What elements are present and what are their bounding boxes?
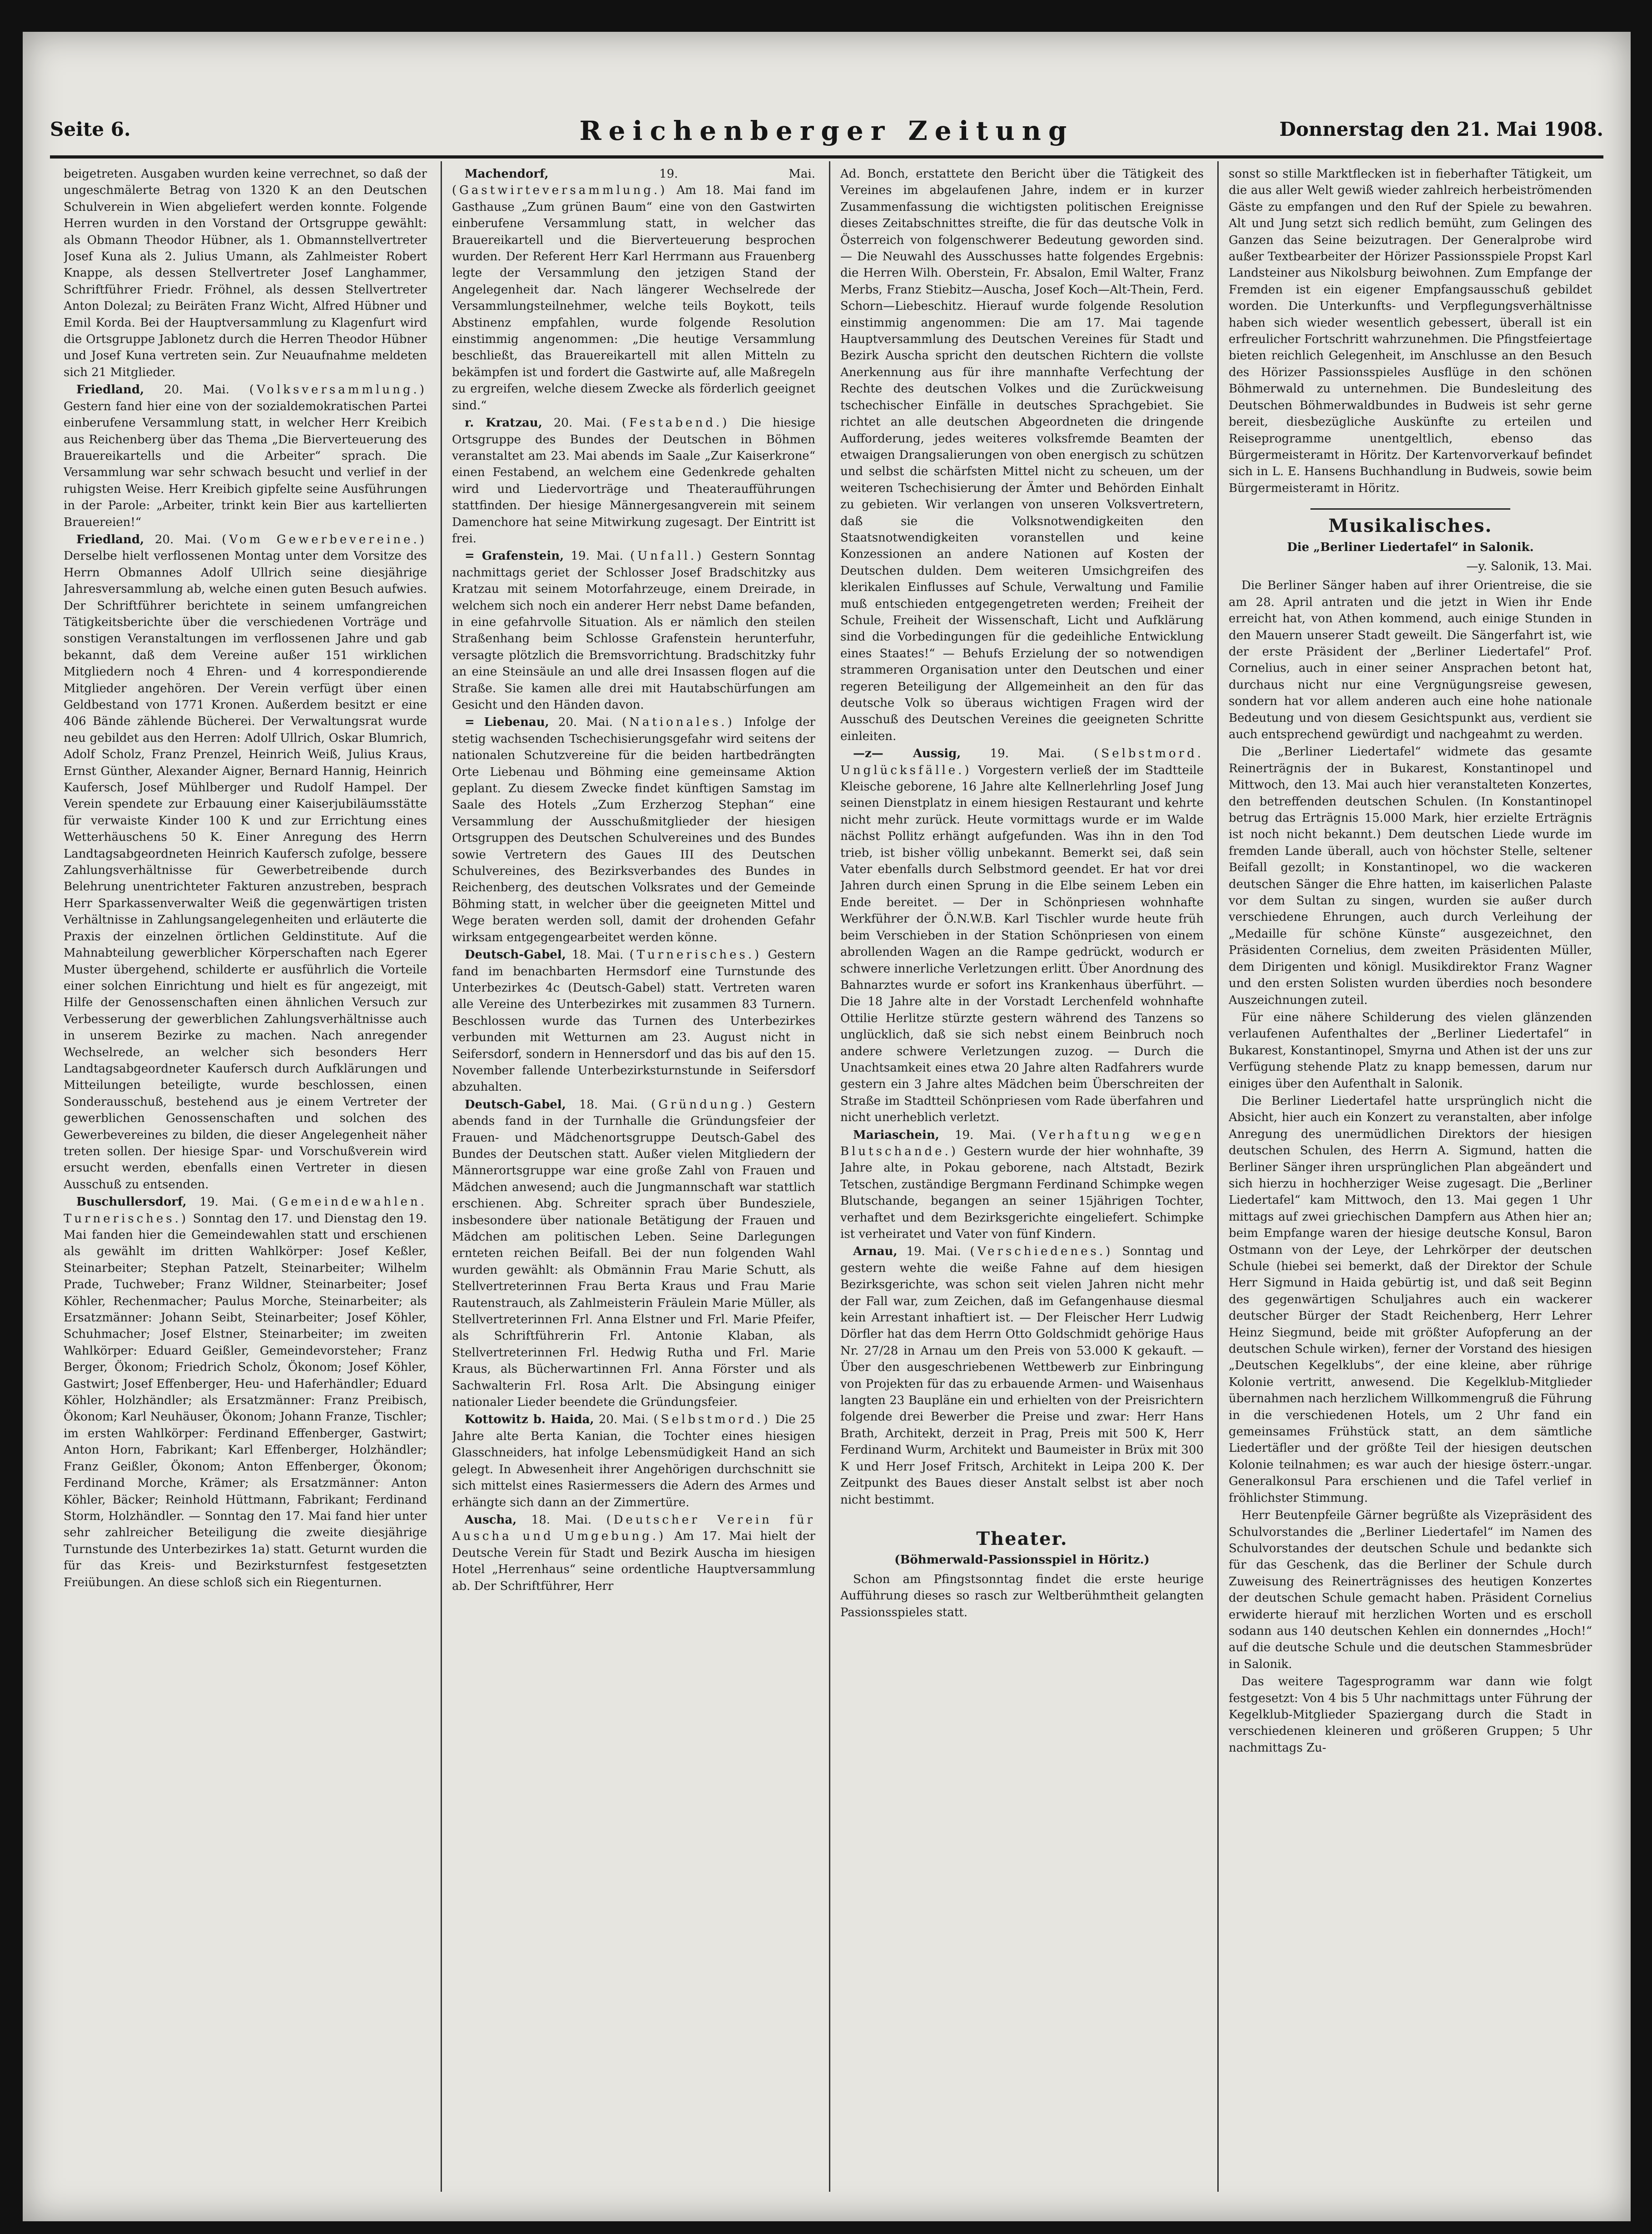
article-subject: (Gemeindewahlen. Turnerisches.) xyxy=(64,1195,427,1226)
article-body: Gestern Sonntag nachmittags geriet der Schlosser Josef Bradschitzky aus Kratzau mit seinem Motorfahrzeuge, einem Dreirade, in welchem sich noch ein anderer Herr nebst Dame befanden, in eine gefahrvolle Situation. Als er nämlich den steilen Straßenhang beim Schlosse Grafenstein herunterfuhr, versagte plötzlich die Bremsvorrichtung. Bradschitzky fuhr an eine Steinsäule an und alle drei Insassen flogen auf die Straße. Sie kamen alle drei mit Hautabschürfungen am Gesicht und den Händen davon. xyxy=(452,549,815,712)
place-name: = Liebenau, xyxy=(465,715,549,730)
masthead: Reichenberger Zeitung xyxy=(579,115,1074,146)
column-divider xyxy=(441,161,442,2192)
article-paragraph: Die „Berliner Liedertafel“ widmete das gesamte Reinerträgnis der in Bukarest, Konstantinopel und Mittwoch, den 13. Mai auch hier veranstalteten Konzertes, den betreffenden deutschen Schulen. (In Konstantinopel betrug das Erträgnis 15.000 Mark, hier erzielte Erträgnis ist noch nicht bekannt.) Dem deutschen Liede wurde im fremden Lande überall, auch von höchster Stelle, seltener Beifall gezollt; in Konstantinopel, wo die wackeren deutschen Sänger die Ehre hatten, im kaiserlichen Palaste vor dem Sultan zu singen, wurden sie außer durch verschiedene Ehrungen, auch durch Verleihung der „Medaille für schöne Künste“ ausgezeichnet, den Präsidenten Cornelius, dem zweiten Präsidenten Müller, dem Dirigenten und königl. Musikdirektor Franz Wagner und den ersten Solisten wurden überdies noch besondere Auszeichnungen zuteil. xyxy=(1229,745,1592,1007)
article-paragraph: Für eine nähere Schilderung des vielen glänzenden verlaufenen Aufenthaltes der „Berliner Liedertafel“ in Bukarest, Konstantinopel, Smyrna und Athen ist der uns zur Verfügung stehende Platz zu knapp bemessen, darum nur einiges über den Aufenthalt in Salonik. xyxy=(1229,1010,1592,1091)
article-date: 20. Mai. xyxy=(553,416,610,430)
article-headline: Die „Berliner Liedertafel“ in Salonik. xyxy=(1287,540,1534,554)
article-continued: beigetreten. Ausgaben wurden keine verrechnet, so daß der ungeschmälerte Betrag von 1320 K an den Deutschen Schulverein in Wien abgeliefert werden konnte. Folgende Herren wurden in den Vorstand der Ortsgruppe gewählt: als Obmann Theodor Hübner, als 1. Obmannstellvertreter Josef Kuna als 2. Julius Umann, als Zahlmeister Robert Knappe, als dessen Stellvertreter Josef Langhammer, Schriftführer Friedr. Fröhnel, als dessen Stellvertreter Anton Dolezal; zu Beiräten Franz Wicht, Alfred Hübner und Emil Korda. Bei der Hauptversammlung zu Klagenfurt wird die Ortsgruppe Jablonetz durch die Herren Theodor Hübner und Josef Kuna vertreten sein. Zur Neuaufnahme meldeten sich 21 Mitglieder. xyxy=(64,167,427,379)
article-date: 20. Mai. xyxy=(599,1413,649,1427)
article-subject: (Gründung.) xyxy=(651,1097,755,1112)
place-name: Deutsch-Gabel, xyxy=(465,948,566,962)
place-name: Auscha, xyxy=(465,1513,517,1527)
column-divider xyxy=(829,161,830,2192)
place-name: r. Kratzau, xyxy=(465,416,542,430)
article-body: Am 18. Mai fand im Gasthause „Zum grünen Baum“ eine von den Gastwirten einberufene Versammlung statt, in welcher das Brauereikartell und die Bierverteuerung besprochen wurden. Der Referent Herr Karl Herrmann aus Frauenberg legte der Versammlung den jetzigen Stand der Angelegenheit dar. Nach längerer Wechselrede der Versammlungsteilnehmer, welche teils Boykott, teils Abstinenz empfahlen, wurde folgende Resolution einstimmig angenommen: „Die heutige Versammlung beschließt, das Brauereikartell mit allen Mitteln zu bekämpfen ist und fordert die Gastwirte auf, alle Maßregeln zu ergreifen, welche diesem Zwecke als förderlich geeignet sind.“ xyxy=(452,184,815,412)
place-name: Arnau, xyxy=(853,1245,898,1259)
article-passionsspiel-continued: sonst so stille Marktflecken ist in fieberhafter Tätigkeit, um die aus aller Welt gewiß wieder zahlreich herbeiströmenden Gäste zu empfangen und den Ruf der Spiele zu bewahren. Alt und Jung setzt sich redlich bemüht, zum Gelingen des Ganzen das Seine beizutragen. Der Generalprobe wird außer Textbearbeiter der Hörizer Passionsspiele Propst Karl Landsteiner aus Nikolsburg beiwohnen. Zum Empfange der Fremden ist ein eigener Empfangsausschuß gebildet worden. Die Unterkunfts- und Verpflegungsverhältnisse haben sich wieder wesentlich gebessert, überall ist ein erfreulicher Fortschritt wahrzunehmen. Die Pfingstfeiertage bieten reichlich Gelegenheit, im Anschlusse an den Besuch des Hörizer Passionsspieles Ausflüge in den schönen Böhmerwald zu unternehmen. Die Bundesleitung des Deutschen Böhmerwaldbundes in Budweis ist sehr gerne bereit, diesbezügliche Auskünfte zu erteilen und Reiseprogramme unentgeltlich, ebenso das Bürgermeisteramt in Höritz. Der Kartenvorverkauf befindet sich in L. E. Hansens Buchhandlung in Budweis, sowie beim Bürgermeisteramt in Höritz. xyxy=(1229,167,1592,495)
article-subject: (Turnerisches.) xyxy=(629,948,762,962)
header-rule xyxy=(50,155,1603,159)
article-body: Die hiesige Ortsgruppe des Bundes der Deutschen in Böhmen veranstaltet am 23. Mai abends im Saale „Zur Kaiserkrone“ einen Festabend, an welchem eine Gedenkrede gehalten wird und Liedervorträge und Theateraufführungen stattfinden. Der hiesige Männergesangverein mit seinem Damenchore hat seine Mitwirkung zugesagt. Der Eintritt ist frei. xyxy=(452,416,815,546)
article-date: 19. Mai. xyxy=(199,1195,258,1209)
article-date: 19. Mai. xyxy=(955,1128,1016,1142)
place-name: Mariaschein, xyxy=(853,1128,939,1142)
article-subject: (Selbstmord.) xyxy=(653,1413,771,1427)
article-paragraph: Die Berliner Liedertafel hatte ursprünglich nicht die Absicht, hier auch ein Konzert zu veranstalten, aber infolge Anregung des unermüdlichen Direktors der hiesigen deutschen Schulen, des Herrn A. Sigmund, hatten die Berliner Sänger ihren ursprünglichen Plan abgeändert und sich hierzu in hochherziger Weise zugesagt. Die „Berliner Liedertafel“ kam Mittwoch, den 13. Mai gegen 1 Uhr mittags auf zwei griechischen Dampfern aus Athen hier an; beim Empfange waren der hiesige deutsche Konsul, Baron Ostmann von der Leye, der Lehrkörper der deutschen Schule (hiebei sei bemerkt, daß der Direktor der Schule Herr Sigmund in Haida gebürtig ist, und daß seit Beginn des gegenwärtigen Schuljahres auch ein wackerer deutscher Bürger der Stadt Reichenberg, Herr Lehrer Heinz Siegmund, beide mit größter Aufopferung an der deutschen Schule wirken), ferner der Vorstand des hiesigen „Deutschen Kegelklubs“, der eine kleine, aber rührige Kolonie vertritt, anwesend. Die Kegelklub-Mitglieder übernahmen nach herzlichem Willkommengruß die Führung in die verschiedenen Hotels, um 2 Uhr fand ein gemeinsames Frühstück statt, an dem sämtliche Liedertäfler und der größte Teil der hiesigen deutschen Kolonie teilnahmen; es war auch der hiesige österr.-ungar. Generalkonsul Para erschienen und die Tafel verlief in fröhlichster Stimmung. xyxy=(1229,1094,1592,1505)
article-date: 19. Mai. xyxy=(906,1245,961,1259)
article-subject: (Festabend.) xyxy=(622,416,730,430)
article-date: 20. Mai. xyxy=(164,383,229,397)
article-friedland-1 xyxy=(64,382,427,531)
article-body: Am 17. Mai hielt der Deutsche Verein für Stadt und Bezirk Auscha im hiesigen Hotel „Herrenhaus“ seine ordentliche Hauptversammlung ab. Der Schriftführer, Herr xyxy=(452,1529,815,1593)
article-date: 19. Mai. xyxy=(990,747,1065,761)
article-auscha-continued: Ad. Bonch, erstattete den Bericht über die Tätigkeit des Vereines im abgelaufenen Jahre, indem er in kurzer Zusammenfassung die wichtigsten politischen Ereignisse dieses Zeitabschnittes streifte, die für das deutsche Volk in Österreich von folgenschwerer Bedeutung geworden sind. — Die Neuwahl des Ausschusses hatte folgendes Ergebnis: die Herren Wilh. Oberstein, Fr. Absalon, Emil Walter, Franz Merbs, Franz Stiebitz—Auscha, Josef Koch—Alt-Thein, Ferd. Schorn—Liebeschitz. Hierauf wurde folgende Resolution einstimmig angenommen: Die am 17. Mai tagende Hauptversammlung des Deutschen Vereines für Stadt und Bezirk Auscha spricht den deutschen Richtern die vollste Anerkennung aus für ihre mannhafte Verfechtung der Rechte des deutschen Volkes und die Zurückweisung tschechischer Einfälle in deutsches Sprachgebiet. Sie richtet an alle deutschen Abgeordneten die dringende Aufforderung, jedes weiteres volksfremde Beamten der etwaigen Drangsalierungen von oben energisch zu schützen und selbst die schärfsten Mittel nicht zu scheuen, um der weiteren Tschechisierung der Ämter und Behörden Einhalt zu gebieten. Wir verlangen von unseren Volksvertretern, daß sie die Volksnotwendigkeiten den Staatsnotwendigkeiten voranstellen und keine Konzessionen an andere Nationen auf Kosten der Deutschen dulden. Dem weiteren Umsichgreifen des klerikalen Einflusses auf Schule, Verwaltung und Familie muß entschieden entgegengetreten werden; Freiheit der Schule, Freiheit der Wissenschaft, Licht und Aufklärung sind die Vorbedingungen für die gedeihliche Entwicklung eines Staates!“ — Behufs Erzielung der so notwendigen strammeren Organisation unter den Deutschen und einer regeren Beteiligung der Allgemeinheit an den für das deutsche Volk so überaus wichtigen Fragen wird der Ausschuß des Deutschen Vereines die geeigneten Schritte einleiten. xyxy=(840,167,1204,743)
section-title-musikalisches: Musikalisches. xyxy=(1328,515,1493,537)
article-paragraph: Das weitere Tagesprogramm war dann wie folgt festgesetzt: Von 4 bis 5 Uhr nachmittags unter Führung der Kegelklub-Mitglieder Spaziergang durch die Stadt in verschiedenen kleineren und größeren Gruppen; 5 Uhr nachmittags Zu- xyxy=(1229,1675,1592,1755)
place-name: Friedland, xyxy=(76,383,144,397)
article-kratzau xyxy=(452,415,815,547)
article-body: Vorgestern verließ der im Stadtteile Kleische geborene, 16 Jahre alte Kellnerlehrling Josef Jung seinen Dienstplatz in einem hiesigen Restaurant und kehrte nicht mehr zurück. Heute vormittags wurde er im Walde nächst Pollitz erhängt aufgefunden. Was ihn in den Tod trieb, ist bisher völlig unbekannt. Bemerkt sei, daß sein Vater ebenfalls durch Selbstmord geendet. Er hat vor drei Jahren durch einen Sprung in die Elbe seinem Leben ein Ende bereitet. — Der in Schönpriesen wohnhafte Werkführer der Ö.N.W.B. Karl Tischler wurde heute früh beim Verschieben in der Station Schönpriesen von einem abrollenden Wagen an die Rampe gedrückt, wodurch er schwere innerliche Verletzungen erlitt. Über Anordnung des Bahnarztes wurde er sofort ins Krankenhaus überführt. — Die 18 Jahre alte in der Vorstadt Lerchenfeld wohnhafte Ottilie Herlitze stürzte gestern während des Tanzens so unglücklich, daß sie sich nebst einem Beinbruch noch andere schwere Verletzungen zuzog. — Durch die Unachtsamkeit eines etwa 20 Jahre alten Radfahrers wurde gestern ein 3 Jahre altes Mädchen beim Überschreiten der Straße im Stadtteil Schönpriesen vom Rade überfahren und nicht unerheblich verletzt. xyxy=(840,763,1204,1125)
article-subject: (Volksversammlung.) xyxy=(249,383,427,397)
column-1 xyxy=(64,166,427,2189)
article-friedland-2 xyxy=(64,531,427,1193)
article-subject: (Vom Gewerbevereine.) xyxy=(222,532,427,546)
issue-date: Donnerstag den 21. Mai 1908. xyxy=(1279,118,1603,140)
article-mariaschein xyxy=(840,1127,1204,1243)
column-3 xyxy=(840,166,1204,2189)
article-date: 20. Mai. xyxy=(558,715,613,730)
place-name: —z— Aussig, xyxy=(853,747,961,761)
article-headline: (Böhmerwald-Passionsspiel in Höritz.) xyxy=(894,1553,1150,1567)
section-title-theater: Theater. xyxy=(976,1528,1068,1549)
article-body: Infolge der stetig wachsenden Tschechisierungsgefahr wird seitens der nationalen Schutzvereine für die beiden hartbedrängten Orte Liebenau und Böhming eine gemeinsame Aktion geplant. Zu diesem Zwecke findet künftigen Samstag im Saale des Hotels „Zum Erzherzog Stephan“ eine Versammlung der Ausschußmitglieder der hiesigen Ortsgruppen des Deutschen Schulvereines und des Bundes sowie Vertretern des Gaues III des Deutschen Schulvereines, des Bezirksverbandes des Bundes in Reichenberg, des deutschen Volksrates und der Gemeinde Böhming statt, in welcher über die geeigneten Mittel und Wege beraten werden soll, damit der drohenden Gefahr wirksam entgegengearbeitet werden könne. xyxy=(452,715,815,944)
article-paragraph: Die Berliner Sänger haben auf ihrer Orientreise, die sie am 28. April antraten und die jetzt in Wien ihr Ende erreicht hat, von Athen kommend, auch einige Stunden in den Mauern unserer Stadt geweilt. Die Sängerfahrt ist, wie der erste Präsident der „Berliner Liedertafel“ Prof. Cornelius, auch in einer seiner Ansprachen betont hat, durchaus nicht nur eine Vergnügungsreise gewesen, sondern hat vor allem anderen auch eine hohe nationale Bedeutung und von diesem Gesichtspunkt aus, verdient sie auch entsprechend gewürdigt und nachgeahmt zu werden. xyxy=(1229,579,1592,741)
article-paragraph: Herr Beutenpfeile Gärner begrüßte als Vizepräsident des Schulvorstandes die „Berliner Liedertafel“ im Namen des Schulvorstandes der deutschen Schule und bedankte sich für das Geschenk, das die Berliner der Schule durch Zuweisung des Reinerträgnisses des heutigen Konzertes der deutschen Schule gemacht haben. Präsident Cornelius erwiderte hierauf mit herzlichen Worten und es erscholl sodann aus 140 deutschen Kehlen ein donnerndes „Hoch!“ auf die deutsche Schule und die deutschen Stammesbrüder in Salonik. xyxy=(1229,1509,1592,1671)
column-2 xyxy=(452,166,815,2189)
article-body: Gestern wurde der hier wohnhafte, 39 Jahre alte, in Pokau geborene, nach Altstadt, Bezirk Tetschen, zuständige Bergmann Ferdinand Schimpke wegen Blutschande, begangen an seiner 15jährigen Tochter, verhaftet und dem Bezirksgerichte eingeliefert. Schimpke ist verheiratet und Vater von fünf Kindern. xyxy=(840,1144,1204,1241)
article-deutsch-gabel-1 xyxy=(452,947,815,1096)
article-passionsspiel: Schon am Pfingstsonntag findet die erste heurige Aufführung dieses so rasch zur Weltberühmtheit gelangten Passionsspieles statt. xyxy=(840,1572,1204,1619)
article-subject: (Selbstmord. Unglücksfälle.) xyxy=(840,747,1204,777)
article-date: 18. Mai. xyxy=(579,1097,638,1112)
article-dateline: —y. Salonik, 13. Mai. xyxy=(1466,559,1592,573)
article-buschullersdorf xyxy=(64,1194,427,1591)
article-body: Sonntag den 17. und Dienstag den 19. Mai fanden hier die Gemeindewahlen statt und erschienen als gewählt im dritten Wahlkörper: Josef Keßler, Steinarbeiter; Stephan Patzelt, Steinarbeiter; Wilhelm Prade, Tuchweber; Franz Wildner, Steinarbeiter; Josef Köhler, Rechenmacher; Paulus Morche, Steinarbeiter; als Ersatzmänner: Johann Seibt, Steinarbeiter; Josef Köhler, Schuhmacher; Josef Elstner, Steinarbeiter; im zweiten Wahlkörper: Eduard Geißler, Gemeindevorsteher; Franz Berger, Ökonom; Friedrich Scholz, Ökonom; Josef Köhler, Gastwirt; Josef Effenberger, Heu- und Haferhändler; Eduard Köhler, Holzhändler; als Ersatzmänner: Franz Preibisch, Ökonom; Karl Neuhäuser, Ökonom; Johann Franze, Tischler; im ersten Wahlkörper: Ferdinand Effenberger, Gastwirt; Anton Horn, Fabrikant; Karl Effenberger, Holzhändler; Franz Geißler, Ökonom; Anton Effenberger, Ökonom; Ferdinand Morche, Krämer; als Ersatzmänner: Anton Köhler, Bäcker; Reinhold Hüttmann, Fabrikant; Ferdinand Storm, Holzhändler. — Sonntag den 17. Mai fand hier unter sehr zahlreicher Beteiligung die zweite diesjährige Turnstunde des Unterbezirkes 1a) statt. Geturnt wurden die für das Kreis- und Bezirksturnfest festgesetzten Freiübungen. An diese schloß sich ein Riegenturnen. xyxy=(64,1211,427,1589)
page-number: Seite 6. xyxy=(50,118,131,140)
place-name: Kottowitz b. Haida, xyxy=(465,1413,594,1427)
article-subject: (Verschiedenes.) xyxy=(970,1245,1113,1259)
article-liebenau xyxy=(452,714,815,946)
article-body: Gestern fand im benachbarten Hermsdorf eine Turnstunde des Unterbezirkes 4c (Deutsch-Gabel) statt. Vertreten waren alle Vereine des Unterbezirkes mit zusammen 83 Turnern. Beschlossen wurde das Turnen des Unterbezirkes verbunden mit Wetturnen am 23. August nicht in Seifersdorf, sondern in Hennersdorf und das bis auf den 15. November fallende Unterbezirksturnstunde in Seifersdorf abzuhalten. xyxy=(452,948,815,1094)
article-kottowitz xyxy=(452,1411,815,1510)
article-date: 18. Mai. xyxy=(572,948,624,962)
article-body: Die 25 Jahre alte Berta Kanian, die Tochter eines hiesigen Glasschneiders, hat infolge Lebensmüdigkeit Hand an sich gelegt. In Abwesenheit ihrer Angehörigen durchschnitt sie sich mittelst eines Rasiermessers die Adern des Armes und erhängte sich dann an der Zimmertüre. xyxy=(452,1413,815,1509)
article-subject: (Deutscher Verein für Auscha und Umgebung.) xyxy=(452,1513,815,1544)
article-subject: (Unfall.) xyxy=(630,549,704,563)
place-name: Machendorf, xyxy=(465,167,549,181)
article-subject: (Gastwirteversammlung.) xyxy=(452,184,668,198)
article-date: 19. Mai. xyxy=(571,549,623,563)
article-date: 18. Mai. xyxy=(531,1513,592,1527)
article-subject: (Verhaftung wegen Blutschande.) xyxy=(840,1128,1204,1158)
place-name: Friedland, xyxy=(76,532,144,546)
place-name: Deutsch-Gabel, xyxy=(465,1097,566,1112)
article-body: Derselbe hielt verflossenen Montag unter dem Vorsitze des Herrn Obmannes Adolf Ullrich seine diesjährige Jahresversammlung ab, welche einen guten Besuch aufwies. Der Schriftführer berichtete in seinem umfangreichen Tätigkeitsberichte über die verschiedenen Vorträge und sonstigen Veranstaltungen im verflossenen Jahre und gab bekannt, daß dem Vereine außer 151 wirklichen Mitgliedern noch 4 Ehren- und 4 korrespondierende Mitglieder angehören. Der Verein verfügt über einen Geldbestand von 1771 Kronen. Außerdem besitzt er eine 406 Bände zählende Bücherei. Der Verwaltungsrat wurde neu gebildet aus den Herren: Adolf Ullrich, Oskar Blumrich, Adolf Scholz, Franz Prenzel, Heinrich Weiß, Julius Kraus, Ernst Günther, Alexander Aigner, Bernard Hannig, Heinrich Kaufersch, Josef Mühlberger und Rudolf Hampel. Der Verein spendete zur Erbauung einer Kaiserjubiläumsstätte für verwaiste Kinder 100 K und zur Errichtung eines Wetterhäuschens 50 K. Einer Anregung des Herrn Landtagsabgeordneten Heinrich Kaufersch zufolge, bessere Zahlungsverhältnisse für Gewerbetreibende durch Belehrung unentrichteter Fakturen anzustreben, besprach Herr Sparkassenverwalter Weiß die gegenwärtigen tristen Verhältnisse in Zahlungsangelegenheiten und erläuterte die Praxis der einzelnen örtlichen Geldinstitute. Auf die Mahnabteilung gewerblicher Körperschaften nach Egerer Muster übergehend, schilderte er ausführlich die Vorteile einer solchen Einrichtung und hielt es für angezeigt, mit Hilfe der Genossenschaften einen ähnlichen Versuch zur Verbesserung der gewerblichen Zahlungsverhältnisse auch in unserem Bezirke zu machen. Nach anregender Wechselrede, an welcher sich besonders Herr Landtagsabgeordneter Kaufersch durch Aufklärungen und Mitteilungen beteiligte, wurde beschlossen, einen Sonderausschuß, bestehend aus je einem Vertreter der gewerblichen Genossenschaften und solchen des Gewerbevereines zu bilden, die dieser Angelegenheit näher treten sollen. Der hiesige Spar- und Vorschußverein wird ersucht werden, ebenfalls einen Vertreter in diesen Ausschuß zu entsenden. xyxy=(64,549,427,1191)
article-auscha xyxy=(452,1512,815,1594)
place-name: Buschullersdorf, xyxy=(76,1195,187,1209)
page-header xyxy=(50,115,1603,150)
place-name: = Grafenstein, xyxy=(465,549,564,563)
article-grafenstein xyxy=(452,548,815,713)
article-machendorf xyxy=(452,166,815,414)
column-divider xyxy=(1217,161,1219,2192)
article-subject: (Nationales.) xyxy=(622,715,735,730)
column-4 xyxy=(1229,166,1592,2189)
article-aussig xyxy=(840,745,1204,1126)
section-divider xyxy=(1310,508,1510,510)
article-arnau xyxy=(840,1243,1204,1508)
article-date: 19. Mai. xyxy=(659,167,815,181)
article-body: Gestern fand hier eine von der sozialdemokratischen Partei einberufene Versammlung statt, in welcher Herr Kreibich aus Reichenberg über das Thema „Die Bierverteuerung des Brauereikartells und die Arbeiter“ sprach. Die Versammlung war sehr schwach besucht und verlief in der ruhigsten Weise. Herr Kreibich gipfelte seine Ausführungen in der Parole: „Arbeiter, trinkt kein Bier aus kartellierten Brauereien!“ xyxy=(64,399,427,529)
article-date: 20. Mai. xyxy=(154,532,211,546)
article-body: Sonntag und gestern wehte die weiße Fahne auf dem hiesigen Bezirksgerichte, was schon seit vielen Jahren nicht mehr der Fall war, zum Zeichen, daß im Gefangenhause diesmal kein Arrestant inhaftiert ist. — Der Fleischer Herr Ludwig Dörfler hat das dem Herrn Otto Goldschmidt gehörige Haus Nr. 27/28 in Arnau um den Preis von 53.000 K gekauft. — Über den ausgeschriebenen Wettbewerb zur Einbringung von Projekten für das zu erbauende Armen- und Waisenhaus langten 23 Baupläne ein und erhielten von der Preisrichtern folgende drei Bewerber die Preise und zwar: Herr Hans Brath, Architekt, derzeit in Prag, Preis mit 500 K, Herr Ferdinand Wurm, Architekt und Baumeister in Brüx mit 300 K und Herr Josef Fritsch, Architekt in Leipa 200 K. Der Zeitpunkt des Baues dieser Anstalt selbst ist aber noch nicht bestimmt. xyxy=(840,1245,1204,1507)
article-deutsch-gabel-2 xyxy=(452,1097,815,1411)
newspaper-page xyxy=(23,32,1631,2221)
article-body: Gestern abends fand in der Turnhalle die Gründungsfeier der Frauen- und Mädchenortsgruppe Deutsch-Gabel des Bundes der Deutschen statt. Außer vielen Mitgliedern der Männerortsgruppe war eine große Zahl von Frauen und Mädchen anwesend; auch die Jungmannschaft war stattlich erschienen. Abg. Schreiter sprach über Bundesziele, insbesondere über nationale Betätigung der Frauen und Mädchen am politischen Leben. Seine Darlegungen ernteten reichen Beifall. Bei der nun folgenden Wahl wurden gewählt: als Obmännin Frau Marie Schutt, als Stellvertreterinnen Frau Berta Kraus und Frau Marie Rautenstrauch, als Zahlmeisterin Fräulein Marie Müller, als Stellvertreterinnen Frl. Anna Elstner und Frl. Marie Pfeifer, als Schriftführerin Frl. Antonie Klaban, als Stellvertreterinnen Frl. Hedwig Rutha und Frl. Marie Kraus, als Bücherwartinnen Frl. Anna Förster und als Sachwalterin Frl. Rosa Arlt. Die Absingung einiger nationaler Lieder beendete die Gründungsfeier. xyxy=(452,1097,815,1410)
